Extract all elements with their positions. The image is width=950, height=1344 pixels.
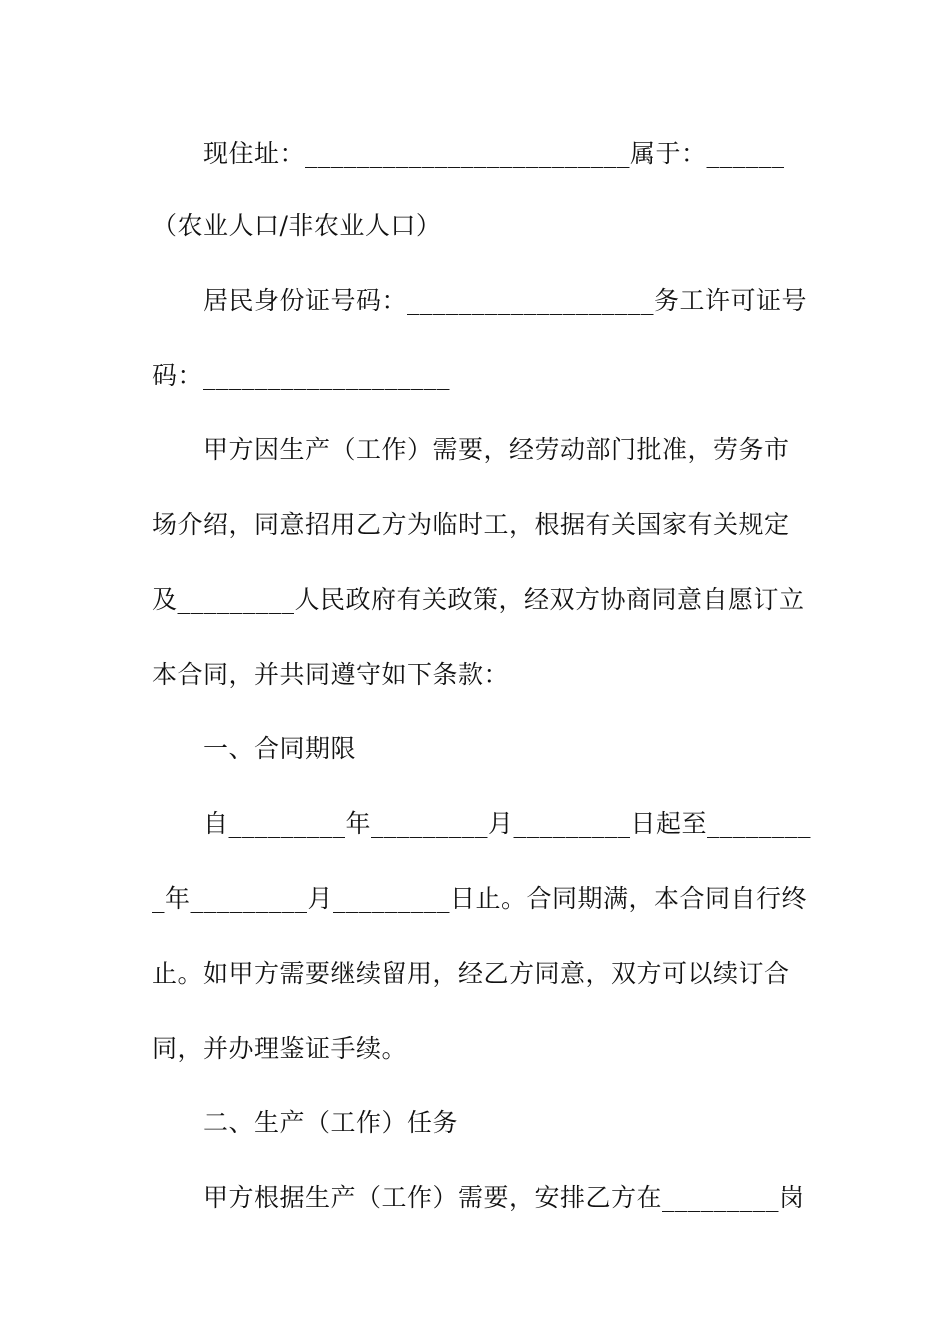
section-heading: 二、生产（工作）任务: [203, 1108, 459, 1137]
contract-term-line: _年_________月_________日止。合同期满，本合同自行终: [152, 884, 808, 913]
address-line: 现住址：_________________________属于：______: [203, 139, 785, 168]
paragraph-line: 及_________人民政府有关政策，经双方协商同意自愿订立: [152, 585, 805, 614]
id-number-line: 居民身份证号码：___________________务工许可证号: [203, 286, 808, 315]
paragraph-line: 同，并办理鉴证手续。: [152, 1034, 408, 1063]
permit-number-line: 码：___________________: [152, 361, 451, 390]
paragraph-line: 场介绍，同意招用乙方为临时工，根据有关国家有关规定: [152, 510, 790, 539]
population-type-line: （农业人口/非农业人口）: [152, 211, 442, 240]
paragraph-line: 甲方根据生产（工作）需要，安排乙方在_________岗: [203, 1183, 805, 1212]
contract-term-line: 自_________年_________月_________日起至________: [203, 809, 812, 838]
paragraph-line: 止。如甲方需要继续留用，经乙方同意，双方可以续订合: [152, 959, 790, 988]
paragraph-line: 甲方因生产（工作）需要，经劳动部门批准，劳务市: [203, 435, 790, 464]
section-heading: 一、合同期限: [203, 734, 357, 763]
paragraph-line: 本合同，并共同遵守如下条款：: [152, 660, 510, 689]
